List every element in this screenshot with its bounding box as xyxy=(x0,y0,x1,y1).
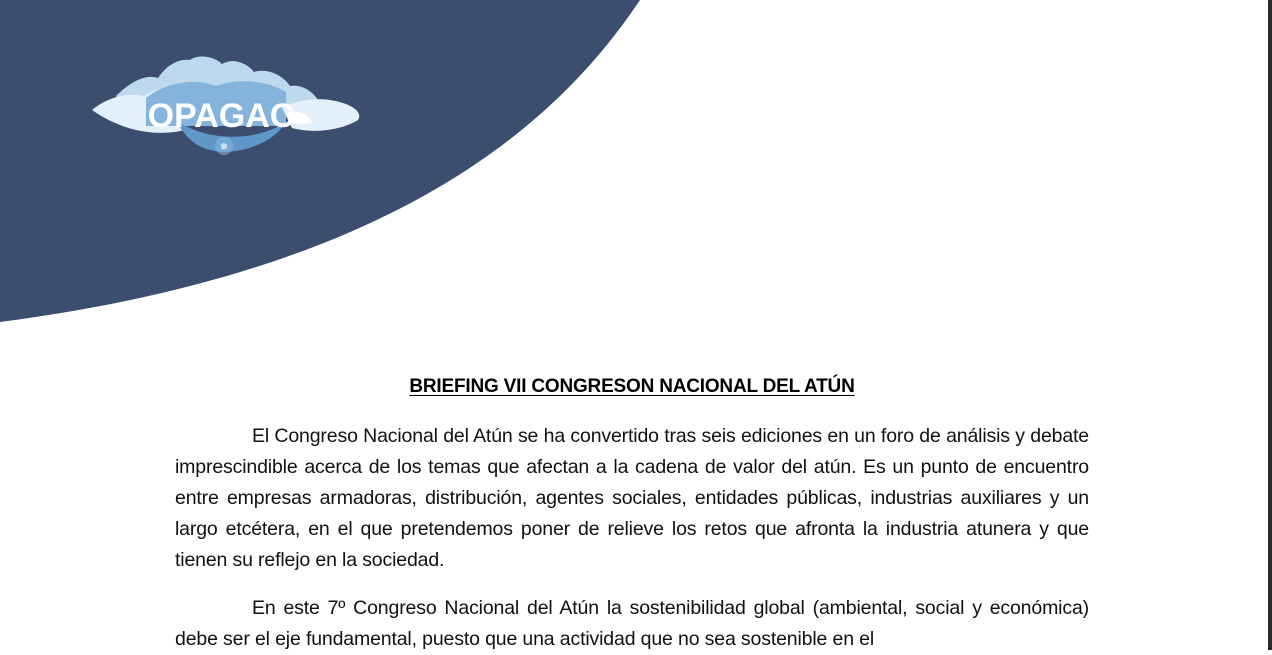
logo-text: OPAGAC xyxy=(147,97,295,135)
opagac-logo xyxy=(86,56,362,160)
snowflake-icon: ❄ xyxy=(219,142,229,153)
header-background-shape xyxy=(0,0,640,330)
document-title: BRIEFING VII CONGRESON NACIONAL DEL ATÚN xyxy=(409,376,855,397)
paragraph-2: En este 7º Congreso Nacional del Atún la sostenibilidad global (ambiental, social y económica) debe ser el eje fundamental, puesto que una actividad que no sea sostenible en el xyxy=(175,597,1089,650)
paragraph-1: El Congreso Nacional del Atún se ha convertido tras seis ediciones en un foro de análisis y debate imprescindible acerca de los temas que afectan a la cadena de valor del atún. Es un punto de encuentro entre empresas armadoras, distribución, agentes sociales, entidades públicas, industrias auxiliares y un largo etcétera, en el que pretendemos poner de relieve los retos que afronta la industria atunera y que tienen su reflejo en la sociedad. xyxy=(175,425,1089,571)
page-edge xyxy=(1268,0,1272,650)
